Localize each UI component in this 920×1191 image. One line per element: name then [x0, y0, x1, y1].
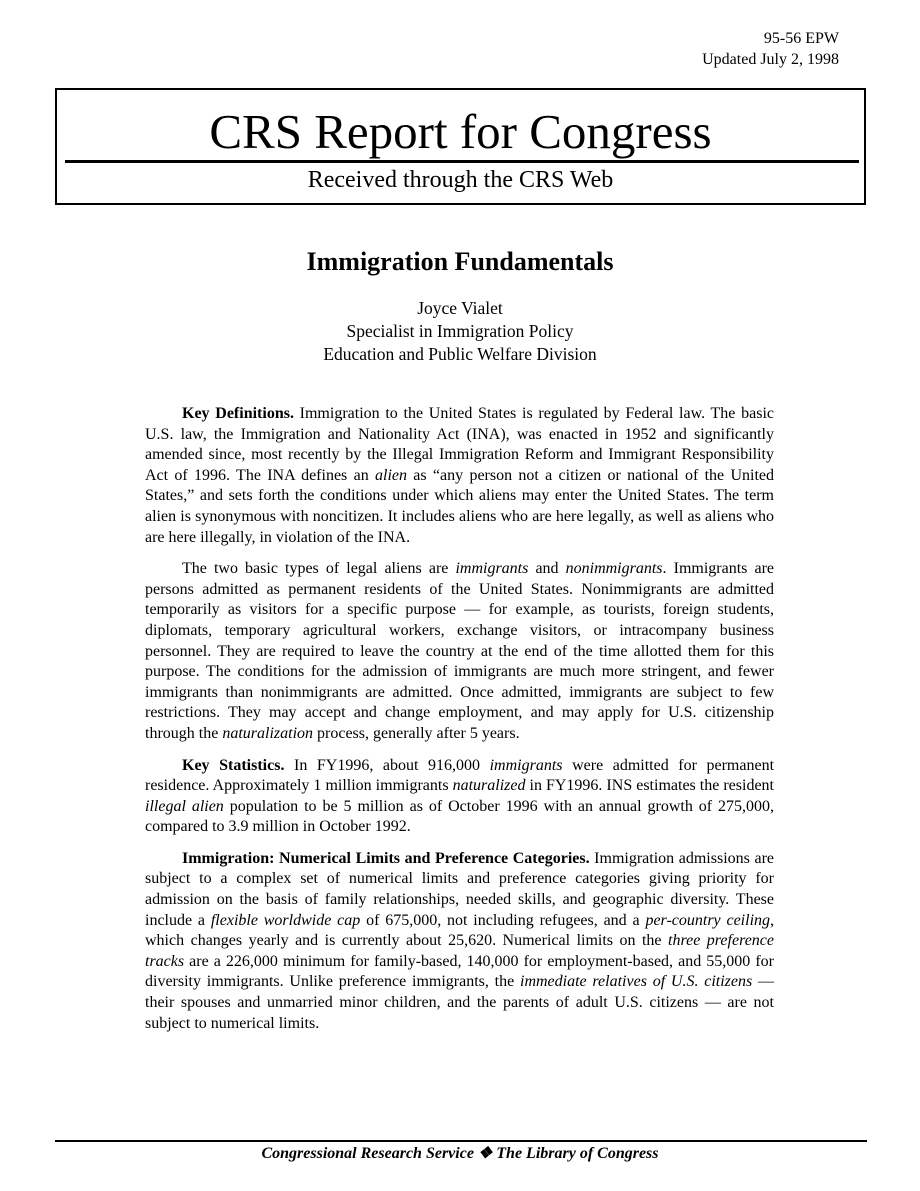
paragraph-key-definitions [145, 404, 774, 548]
paragraph-text: population to be 5 million as of October 1996 with an annual growth of 275,000, compared to 3.9 million in October 1992. [145, 797, 775, 836]
paragraph-text: Immigration to the United States is regulated by Federal law. The basic U.S. law, the Immigration and Nationality Act (INA), was enacted in 1952 and significantly amended since, most recently by the Illegal Immigration Reform and Immigrant Responsibility Act of 1996. The INA defines an [145, 405, 774, 484]
italic-term: immigrants [489, 756, 563, 774]
paragraph-text: were admitted for permanent residence. Approximately 1 million immigrants [145, 756, 775, 795]
paragraph-text: in FY1996. INS estimates the resident [525, 777, 775, 795]
footer-library: The Library of Congress [496, 1145, 659, 1162]
paragraph-text: are a 226,000 minimum for family-based, 140,000 for employment-based, and 55,000 for diversity immigrants. Unlike preference immigrants, the [145, 952, 774, 991]
report-header-title: CRS Report for Congress [209, 104, 712, 159]
paragraph-numerical-limits [145, 849, 774, 1034]
header-divider [65, 160, 859, 163]
paragraph-text: , which changes yearly and is currently about 25,620. Numerical limits on the [145, 911, 775, 950]
paragraph-text: — their spouses and unmarried minor children, and the parents of adult U.S. citizens — are not subject to numerical limits. [145, 973, 775, 1032]
document-body [145, 404, 774, 1045]
paragraph-text: process, generally after 5 years. [313, 724, 520, 742]
paragraph-text: . Immigrants are persons admitted as permanent residents of the United States. Nonimmigrants are admitted temporarily as visitors for a specific purpose — for example, as tourists, foreign students, diplomats, temporary agricultural workers, exchange visitors, or intracompany business personnel. They are required to leave the country at the end of the time allotted them for this purpose. The conditions for the admission of immigrants are much more stringent, and fewer immigrants than nonimmigrants are admitted. Once admitted, immigrants are subject to few restrictions. They may accept and change employment, and may apply for U.S. citizenship through the [145, 560, 774, 742]
document-number-block [702, 28, 839, 70]
italic-term: per-country ceiling [645, 911, 771, 929]
paragraph-text: as “any person not a citizen or national of the United States,” and sets forth the conditions under which aliens may enter the United States. The term alien is synonymous with noncitizen. It includes aliens who are here legally, as well as aliens who are here illegally, in violation of the INA. [145, 466, 774, 546]
author-division: Education and Public Welfare Division [323, 344, 597, 364]
updated-date: Updated July 2, 1998 [702, 51, 839, 68]
paragraph-text: The two basic types of legal aliens are [182, 560, 456, 578]
author-name: Joyce Vialet [417, 298, 503, 318]
page-footer [0, 1143, 920, 1165]
document-number: 95-56 EPW [763, 30, 839, 47]
italic-term: alien [375, 466, 407, 484]
italic-term: naturalization [222, 724, 314, 742]
paragraph-text: In FY1996, about 916,000 [284, 756, 490, 774]
italic-term: nonimmigrants [565, 560, 663, 578]
paragraph-heading: Key Statistics. [182, 756, 285, 774]
paragraph-legal-alien-types [145, 559, 774, 744]
paragraph-text: of 675,000, not including refugees, and a [360, 911, 646, 929]
italic-term: three preference tracks [145, 932, 774, 970]
italic-term: flexible worldwide cap [210, 911, 361, 929]
paragraph-heading: Key Definitions. [182, 405, 294, 422]
author-block [0, 297, 920, 366]
paragraph-heading: Immigration: Numerical Limits and Preference Categories. [182, 849, 590, 867]
report-header-subtitle: Received through the CRS Web [307, 167, 614, 193]
footer-separator-icon: ❖ [477, 1145, 493, 1162]
italic-term: illegal alien [145, 797, 224, 815]
paragraph-text: and [528, 560, 566, 578]
italic-term: immigrants [455, 560, 529, 578]
paragraph-key-statistics [145, 756, 774, 838]
italic-term: immediate relatives of U.S. citizens [520, 973, 753, 991]
paragraph-text: Immigration admissions are subject to a complex set of numerical limits and preference categories giving priority for admission on the basis of family relationships, needed skills, and geographic diversity. These include a [145, 849, 774, 929]
footer-organization: Congressional Research Service [261, 1145, 474, 1162]
author-position: Specialist in Immigration Policy [346, 321, 574, 341]
report-header [55, 88, 866, 205]
footer-divider [55, 1140, 867, 1142]
italic-term: naturalized [452, 777, 526, 795]
document-title: Immigration Fundamentals [306, 247, 614, 276]
